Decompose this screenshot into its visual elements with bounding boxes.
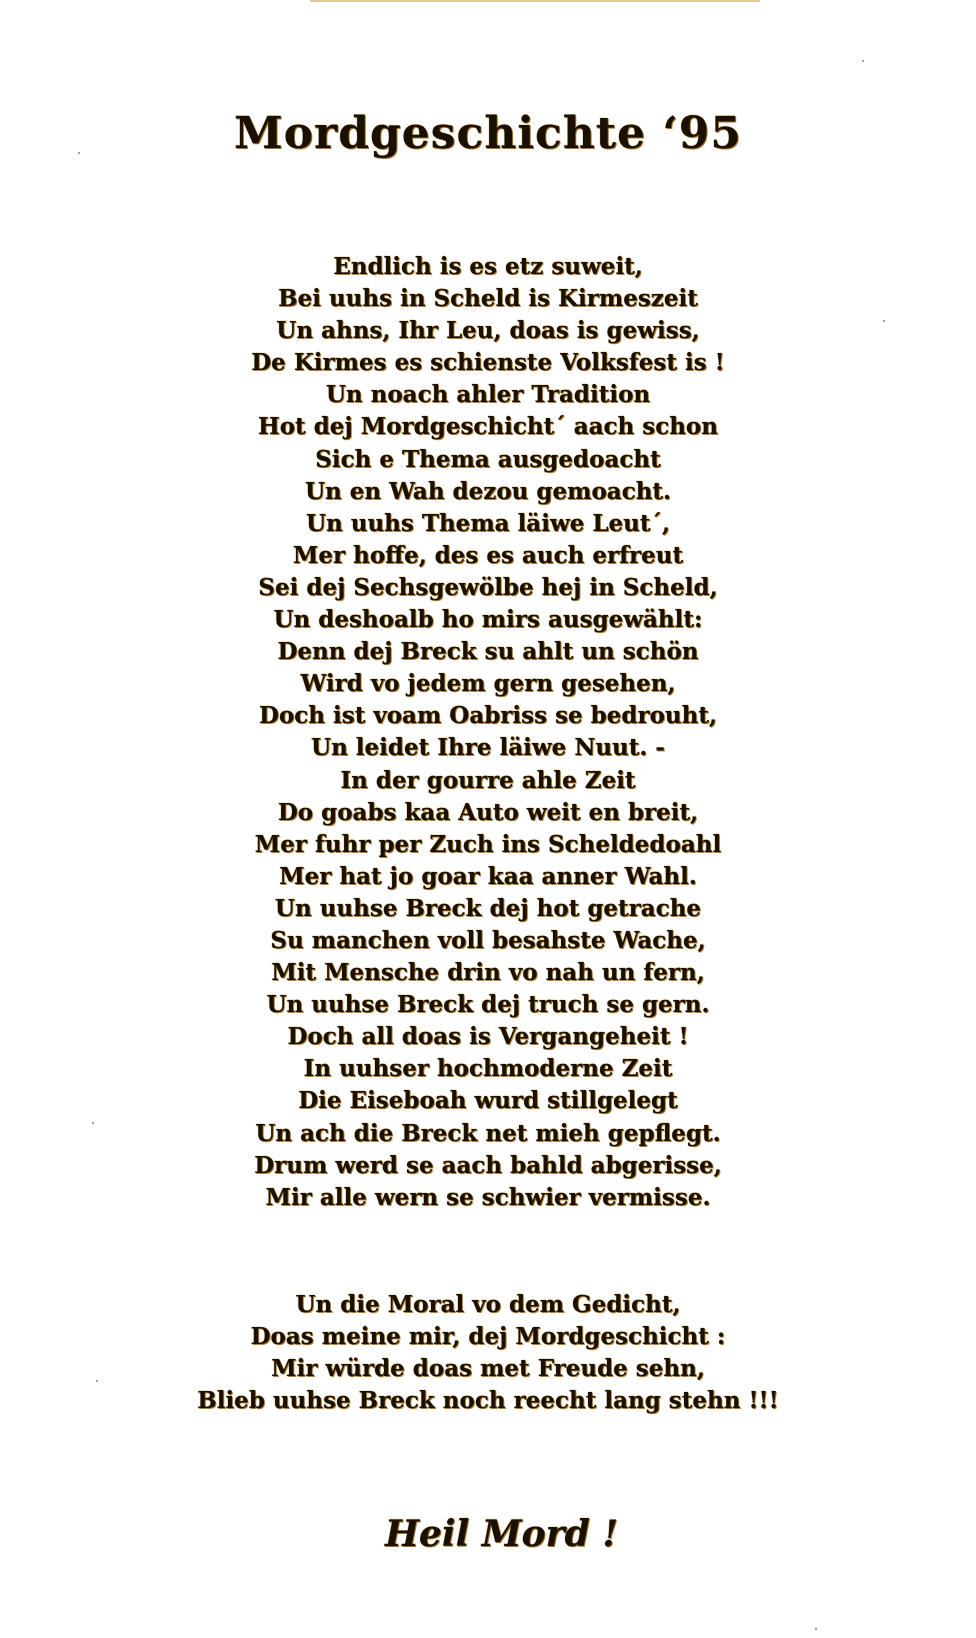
poem-line: Un die Moral vo dem Gedicht,: [295, 1291, 681, 1318]
scan-speck: [883, 320, 885, 322]
poem-line: Endlich is es etz suweit,: [333, 253, 643, 280]
poem-line: Mer fuhr per Zuch ins Scheldedoahl: [254, 830, 722, 858]
poem-line: Hot dej Mordgeschicht´ aach schon: [257, 413, 718, 441]
poem-line: Wird vo jedem gern gesehen,: [300, 670, 676, 698]
poem-line: Doch ist voam Oabriss se bedrouht,: [259, 702, 717, 730]
poem-line: Un noach ahler Tradition: [325, 381, 651, 409]
top-edge-rule: [310, 0, 760, 2]
scan-speck: [96, 1380, 98, 1382]
poem-line: Sich e Thema ausgedoacht: [315, 445, 661, 473]
scan-speck: [815, 1628, 817, 1630]
poem-line: Sei dej Sechsgewölbe hej in Scheld,: [258, 573, 718, 601]
poem-line: Un ahns, Ihr Leu, doas is gewiss,: [276, 317, 700, 345]
poem-line: Un uuhse Breck dej hot getrache: [274, 894, 702, 922]
poem-line: Un uuhse Breck dej truch se gern.: [266, 991, 710, 1019]
poem-line: Mir alle wern se schwier vermisse.: [265, 1183, 711, 1211]
poem-line: Doch all doas is Vergangeheit !: [287, 1023, 689, 1051]
stanza-1: [0, 251, 976, 1214]
poem-line: Doas meine mir, dej Mordgeschicht :: [250, 1323, 726, 1350]
scan-speck: [862, 60, 864, 62]
poem-line: In uuhser hochmoderne Zeit: [303, 1055, 673, 1083]
poem-line: Denn dej Breck su ahlt un schön: [277, 638, 699, 666]
closing-salutation: Heil Mord !: [385, 1513, 619, 1555]
poem-line: Un ach die Breck net mieh gepflegt.: [255, 1119, 721, 1147]
poem-line: Drum werd se aach bahld abgerisse,: [254, 1151, 722, 1179]
poem-line: Un deshoalb ho mirs ausgewählt:: [273, 606, 703, 634]
poem-line: Mir würde doas met Freude sehn,: [271, 1355, 705, 1382]
poem-line: Blieb uuhse Breck noch reecht lang stehn !!!: [197, 1387, 779, 1414]
poem-line: Su manchen voll besahste Wache,: [270, 926, 706, 954]
poem-line: Bei uuhs in Scheld is Kirmeszeit: [278, 285, 698, 313]
poem-line: Die Eiseboah wurd stillgelegt: [298, 1087, 678, 1115]
poem-line: Mer hoffe, des es auch erfreut: [292, 541, 684, 569]
poem-line: Do goabs kaa Auto weit en breit,: [277, 798, 699, 826]
poem-line: De Kirmes es schienste Volksfest is !: [251, 349, 725, 377]
scan-speck: [92, 1122, 94, 1124]
stanza-2-moral: [0, 1289, 976, 1417]
poem-title: Mordgeschichte ‘95: [234, 108, 742, 159]
poem-line: Mit Mensche drin vo nah un fern,: [271, 959, 705, 987]
poem-line: Un leidet Ihre läiwe Nuut. -: [311, 734, 665, 762]
poem-line: Mer hat jo goar kaa anner Wahl.: [279, 862, 697, 890]
scan-speck: [78, 152, 80, 154]
poem-line: Un uuhs Thema läiwe Leut´,: [305, 509, 671, 537]
poem-line: In der gourre ahle Zeit: [340, 766, 636, 794]
poem-line: Un en Wah dezou gemoacht.: [304, 477, 672, 505]
